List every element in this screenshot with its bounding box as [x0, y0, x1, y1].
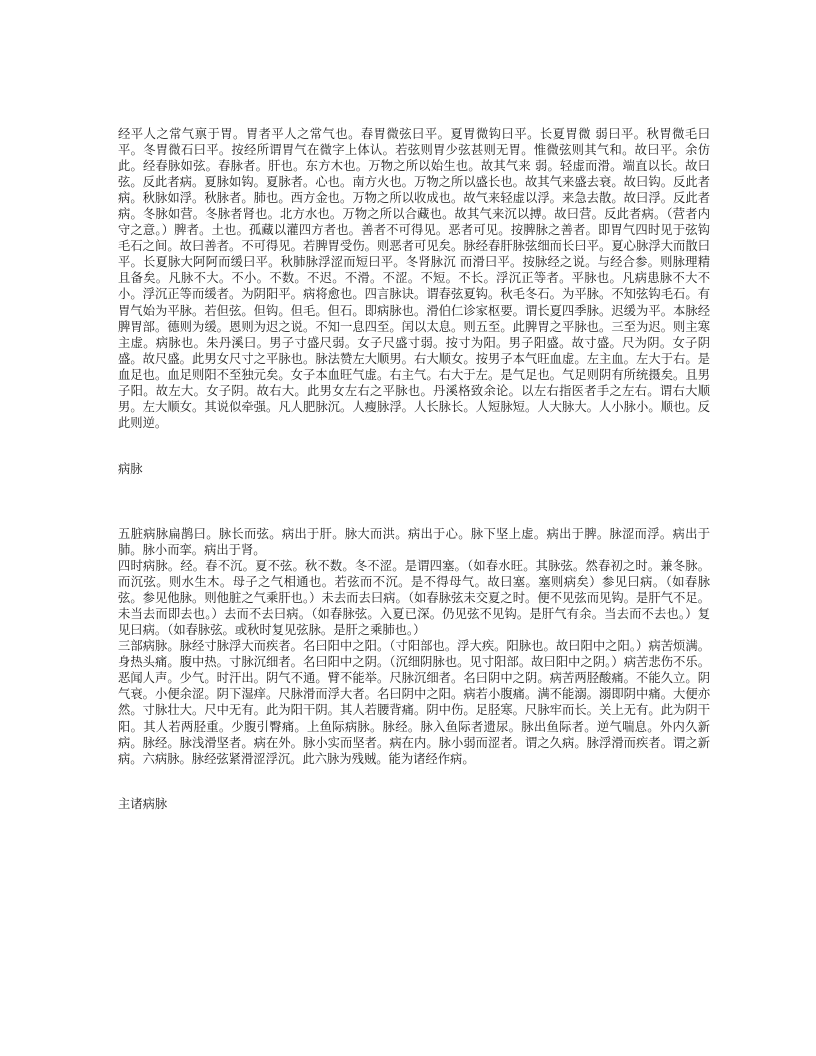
paragraph-wuzang-bingmai: 五脏病脉扁鹊曰。脉长而弦。病出于肝。脉大而洪。病出于心。脉下坚上虚。病出于脾。脉涩而浮。病出于肺。脉小而挛。病出于肾。: [118, 526, 710, 557]
paragraph-ping-mai: 经平人之常气禀于胃。胃者平人之常气也。春胃微弦曰平。夏胃微钩曰平。长夏胃微 弱曰平。秋胃微毛曰平。冬胃微石曰平。按经所谓胃气在微字上体认。若弦则胃少弦甚则无胃。惟微弦则其气和。故曰平。余仿此。经春脉如弦。春脉者。肝也。东方木也。万物之所以始生也。故其气来 弱。轻虚而滑。端直以长。故曰弦。反此者病。夏脉如钩。夏脉者。心也。南方火也。万物之所以盛长也。故其气来盛去衰。故曰钩。反此者病。秋脉如浮。秋脉者。肺也。西方金也。万物之所以收成也。故气来轻虚以浮。来急去散。故曰浮。反此者病。冬脉如营。冬脉者肾也。北方水也。万物之所以合藏也。故其气来沉以搏。故曰营。反此者病。（营者内守之意。）脾者。土也。孤藏以灌四方者也。善者不可得见。恶者可见。按脾脉之善者。即胃气四时见于弦钩毛石之间。故曰善者。不可得见。若脾胃受伤。则恶者可见矣。脉经春肝脉弦细而长曰平。夏心脉浮大而散曰平。长夏脉大阿阿而缓曰平。秋肺脉浮涩而短曰平。冬肾脉沉 而滑曰平。按脉经之说。与经合参。则脉理精且备矣。凡脉不大。不小。不数。不迟。不滑。不涩。不短。不长。浮沉正等者。平脉也。凡病患脉不大不小。浮沉正等而缓者。为阴阳平。病将愈也。四言脉诀。谓春弦夏钩。秋毛冬石。为平脉。不知弦钩毛石。有胃气始为平脉。若但弦。但钩。但毛。但石。即病脉也。滑伯仁诊家枢要。谓长夏四季脉。迟缓为平。本脉经脾胃部。德则为缓。恩则为迟之说。不知一息四至。闰以太息。则五至。此脾胃之平脉也。三至为迟。则主寒主虚。病脉也。朱丹溪曰。男子寸盛尺弱。女子尺盛寸弱。按寸为阳。男子阳盛。故寸盛。尺为阴。女子阴盛。故尺盛。此男女尺寸之平脉也。脉法赞左大顺男。右大顺女。按男子本气旺血虚。左主血。左大于右。是血足也。血足则阳不至独元矣。女子本血旺气虚。右主气。右大于左。是气足也。气足则阴有所统摄矣。且男子阳。故左大。女子阴。故右大。此男女左右之平脉也。丹溪格致余论。以左右指医者手之左右。谓右大顺男。左大顺女。其说似牵强。凡人肥脉沉。人瘦脉浮。人长脉长。人短脉短。人大脉大。人小脉小。顺也。反此则逆。: [118, 127, 710, 430]
section-heading-bing-mai: 病脉: [118, 461, 143, 476]
section-heading-zhu-zhu-bingmai: 主诸病脉: [118, 796, 168, 811]
paragraph-sishi-bingmai: 四时病脉。经。春不沉。夏不弦。秋不数。冬不涩。是谓四塞。（如春水旺。其脉弦。然春初之时。兼冬脉。而沉弦。则水生木。母子之气相通也。若弦而不沉。是不得母气。故曰塞。塞则病矣）参见曰病。（如春脉弦。参见他脉。则他脏之气乘肝也。）未去而去曰病。（如春脉弦未交夏之时。便不见弦而见钩。是肝气不足。未当去而即去也。）去而不去曰病。（如春脉弦。入夏已深。仍见弦不见钩。是肝气有余。当去而不去也。）复见曰病。（如春脉弦。或秋时复见弦脉。是肝之乘肺也。）: [118, 559, 710, 638]
spacer-after-heading-bing-mai: [118, 477, 710, 526]
spacer-before-heading-bing-mai: [118, 431, 710, 461]
spacer-before-heading-zhu-zhu-bingmai: [118, 767, 710, 796]
paragraph-sanbu-bingmai: 三部病脉。脉经寸脉浮大而疾者。名曰阳中之阳。（寸阳部也。浮大疾。阳脉也。故曰阳中之阳。）病苦烦满。身热头痛。腹中热。寸脉沉细者。名曰阳中之阴。（沉细阴脉也。见寸阳部。故曰阳中之阴。）病苦悲伤不乐。恶闻人声。少气。时汗出。阴气不通。臂不能举。尺脉沉细者。名曰阴中之阴。病苦两胫酸痛。不能久立。阴气衰。小便余涩。阴下湿痒。尺脉滑而浮大者。名曰阴中之阳。病若小腹痛。满不能溺。溺即阴中痛。大便亦然。寸脉壮大。尺中无有。此为阳干阴。其人若腰背痛。阴中伤。足胫寒。尺脉牢而长。关上无有。此为阴干阳。其人若两胫重。少腹引臀痛。上鱼际病脉。脉经。脉入鱼际者遗尿。脉出鱼际者。逆气喘息。外内久新病。脉经。脉浅滑坚者。病在外。脉小实而坚者。病在内。脉小弱而涩者。谓之久病。脉浮滑而疾者。谓之新病。六病脉。脉经弦紧滑涩浮沉。此六脉为残贼。能为诸经作病。: [118, 639, 710, 766]
document-body: [118, 126, 710, 812]
